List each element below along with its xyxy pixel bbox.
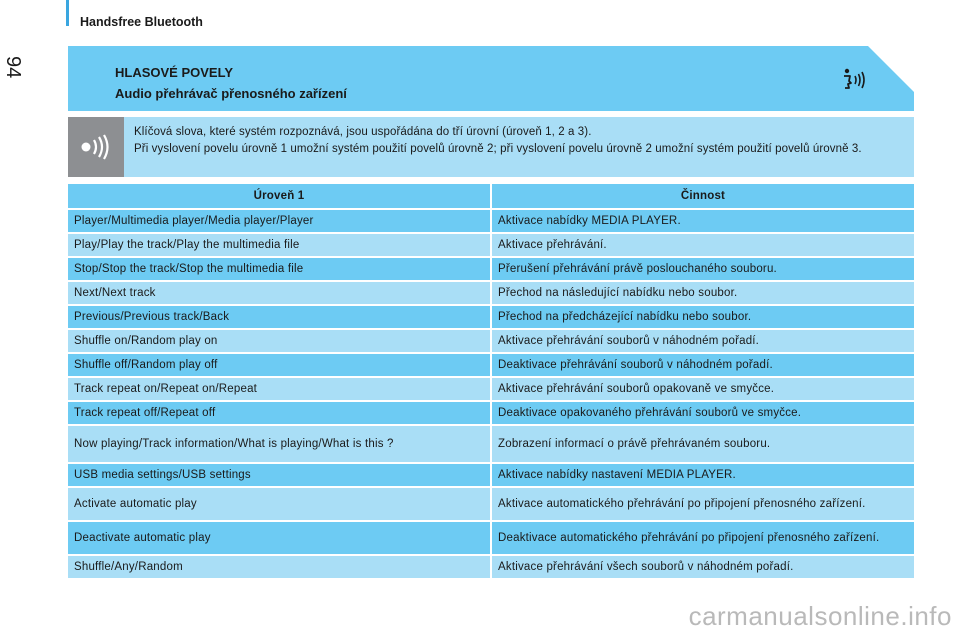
command-cell: Player/Multimedia player/Media player/Player	[68, 210, 492, 234]
command-cell: Stop/Stop the track/Stop the multimedia file	[68, 258, 492, 282]
action-cell: Aktivace přehrávání všech souborů v náhodném pořadí.	[492, 556, 914, 580]
table-row	[68, 210, 914, 234]
sound-waves-icon	[80, 134, 112, 160]
table-row	[68, 522, 914, 556]
command-cell: Play/Play the track/Play the multimedia file	[68, 234, 492, 258]
command-cell: Previous/Previous track/Back	[68, 306, 492, 330]
table-row	[68, 464, 914, 488]
header-subtitle: Audio přehrávač přenosného zařízení	[115, 86, 347, 101]
action-cell: Aktivace přehrávání.	[492, 234, 914, 258]
table-row	[68, 488, 914, 522]
table-row	[68, 378, 914, 402]
table-row	[68, 258, 914, 282]
action-cell: Aktivace automatického přehrávání po připojení přenosného zařízení.	[492, 488, 914, 522]
table-row	[68, 330, 914, 354]
table-row	[68, 282, 914, 306]
page-number: 94	[2, 56, 24, 79]
command-cell: USB media settings/USB settings	[68, 464, 492, 488]
header-title: HLASOVÉ POVELY	[115, 65, 233, 80]
action-cell: Přechod na předcházející nabídku nebo soubor.	[492, 306, 914, 330]
command-cell: Track repeat on/Repeat on/Repeat	[68, 378, 492, 402]
table-row	[68, 556, 914, 580]
table-row	[68, 402, 914, 426]
info-line-2: Při vyslovení povelu úrovně 1 umožní systém použití povelů úrovně 2; při vyslovení povelu úrovně 2 umožní systém použití povelů úrovně 3.	[134, 142, 862, 155]
column-header-level: Úroveň 1	[68, 184, 492, 210]
table-row	[68, 306, 914, 330]
info-line-1: Klíčová slova, které systém rozpoznává, jsou uspořádána do tří úrovní (úroveň 1, 2 a 3).	[134, 126, 592, 138]
command-cell: Next/Next track	[68, 282, 492, 306]
action-cell: Aktivace nabídky MEDIA PLAYER.	[492, 210, 914, 234]
action-cell: Aktivace přehrávání souborů v náhodném pořadí.	[492, 330, 914, 354]
info-text	[134, 124, 904, 157]
action-cell: Aktivace přehrávání souborů opakovaně ve smyčce.	[492, 378, 914, 402]
command-cell: Now playing/Track information/What is playing/What is this ?	[68, 426, 492, 464]
table-row	[68, 354, 914, 378]
action-cell: Zobrazení informací o právě přehrávaném souboru.	[492, 426, 914, 464]
command-cell: Shuffle off/Random play off	[68, 354, 492, 378]
info-icon-box	[68, 117, 124, 177]
action-cell: Aktivace nabídky nastavení MEDIA PLAYER.	[492, 464, 914, 488]
voice-command-icon	[840, 66, 868, 94]
voice-commands-table	[68, 184, 914, 580]
column-header-action: Činnost	[492, 184, 914, 210]
watermark: carmanualsonline.info	[688, 601, 952, 631]
command-cell: Activate automatic play	[68, 488, 492, 522]
section-marker	[66, 0, 69, 26]
action-cell: Deaktivace přehrávání souborů v náhodném pořadí.	[492, 354, 914, 378]
command-cell: Deactivate automatic play	[68, 522, 492, 556]
command-cell: Shuffle on/Random play on	[68, 330, 492, 354]
table-row	[68, 426, 914, 464]
action-cell: Deaktivace automatického přehrávání po připojení přenosného zařízení.	[492, 522, 914, 556]
section-title: Handsfree Bluetooth	[80, 15, 203, 29]
command-cell: Track repeat off/Repeat off	[68, 402, 492, 426]
command-cell: Shuffle/Any/Random	[68, 556, 492, 580]
table-row	[68, 234, 914, 258]
action-cell: Přerušení přehrávání právě poslouchaného souboru.	[492, 258, 914, 282]
action-cell: Přechod na následující nabídku nebo soubor.	[492, 282, 914, 306]
action-cell: Deaktivace opakovaného přehrávání souborů ve smyčce.	[492, 402, 914, 426]
